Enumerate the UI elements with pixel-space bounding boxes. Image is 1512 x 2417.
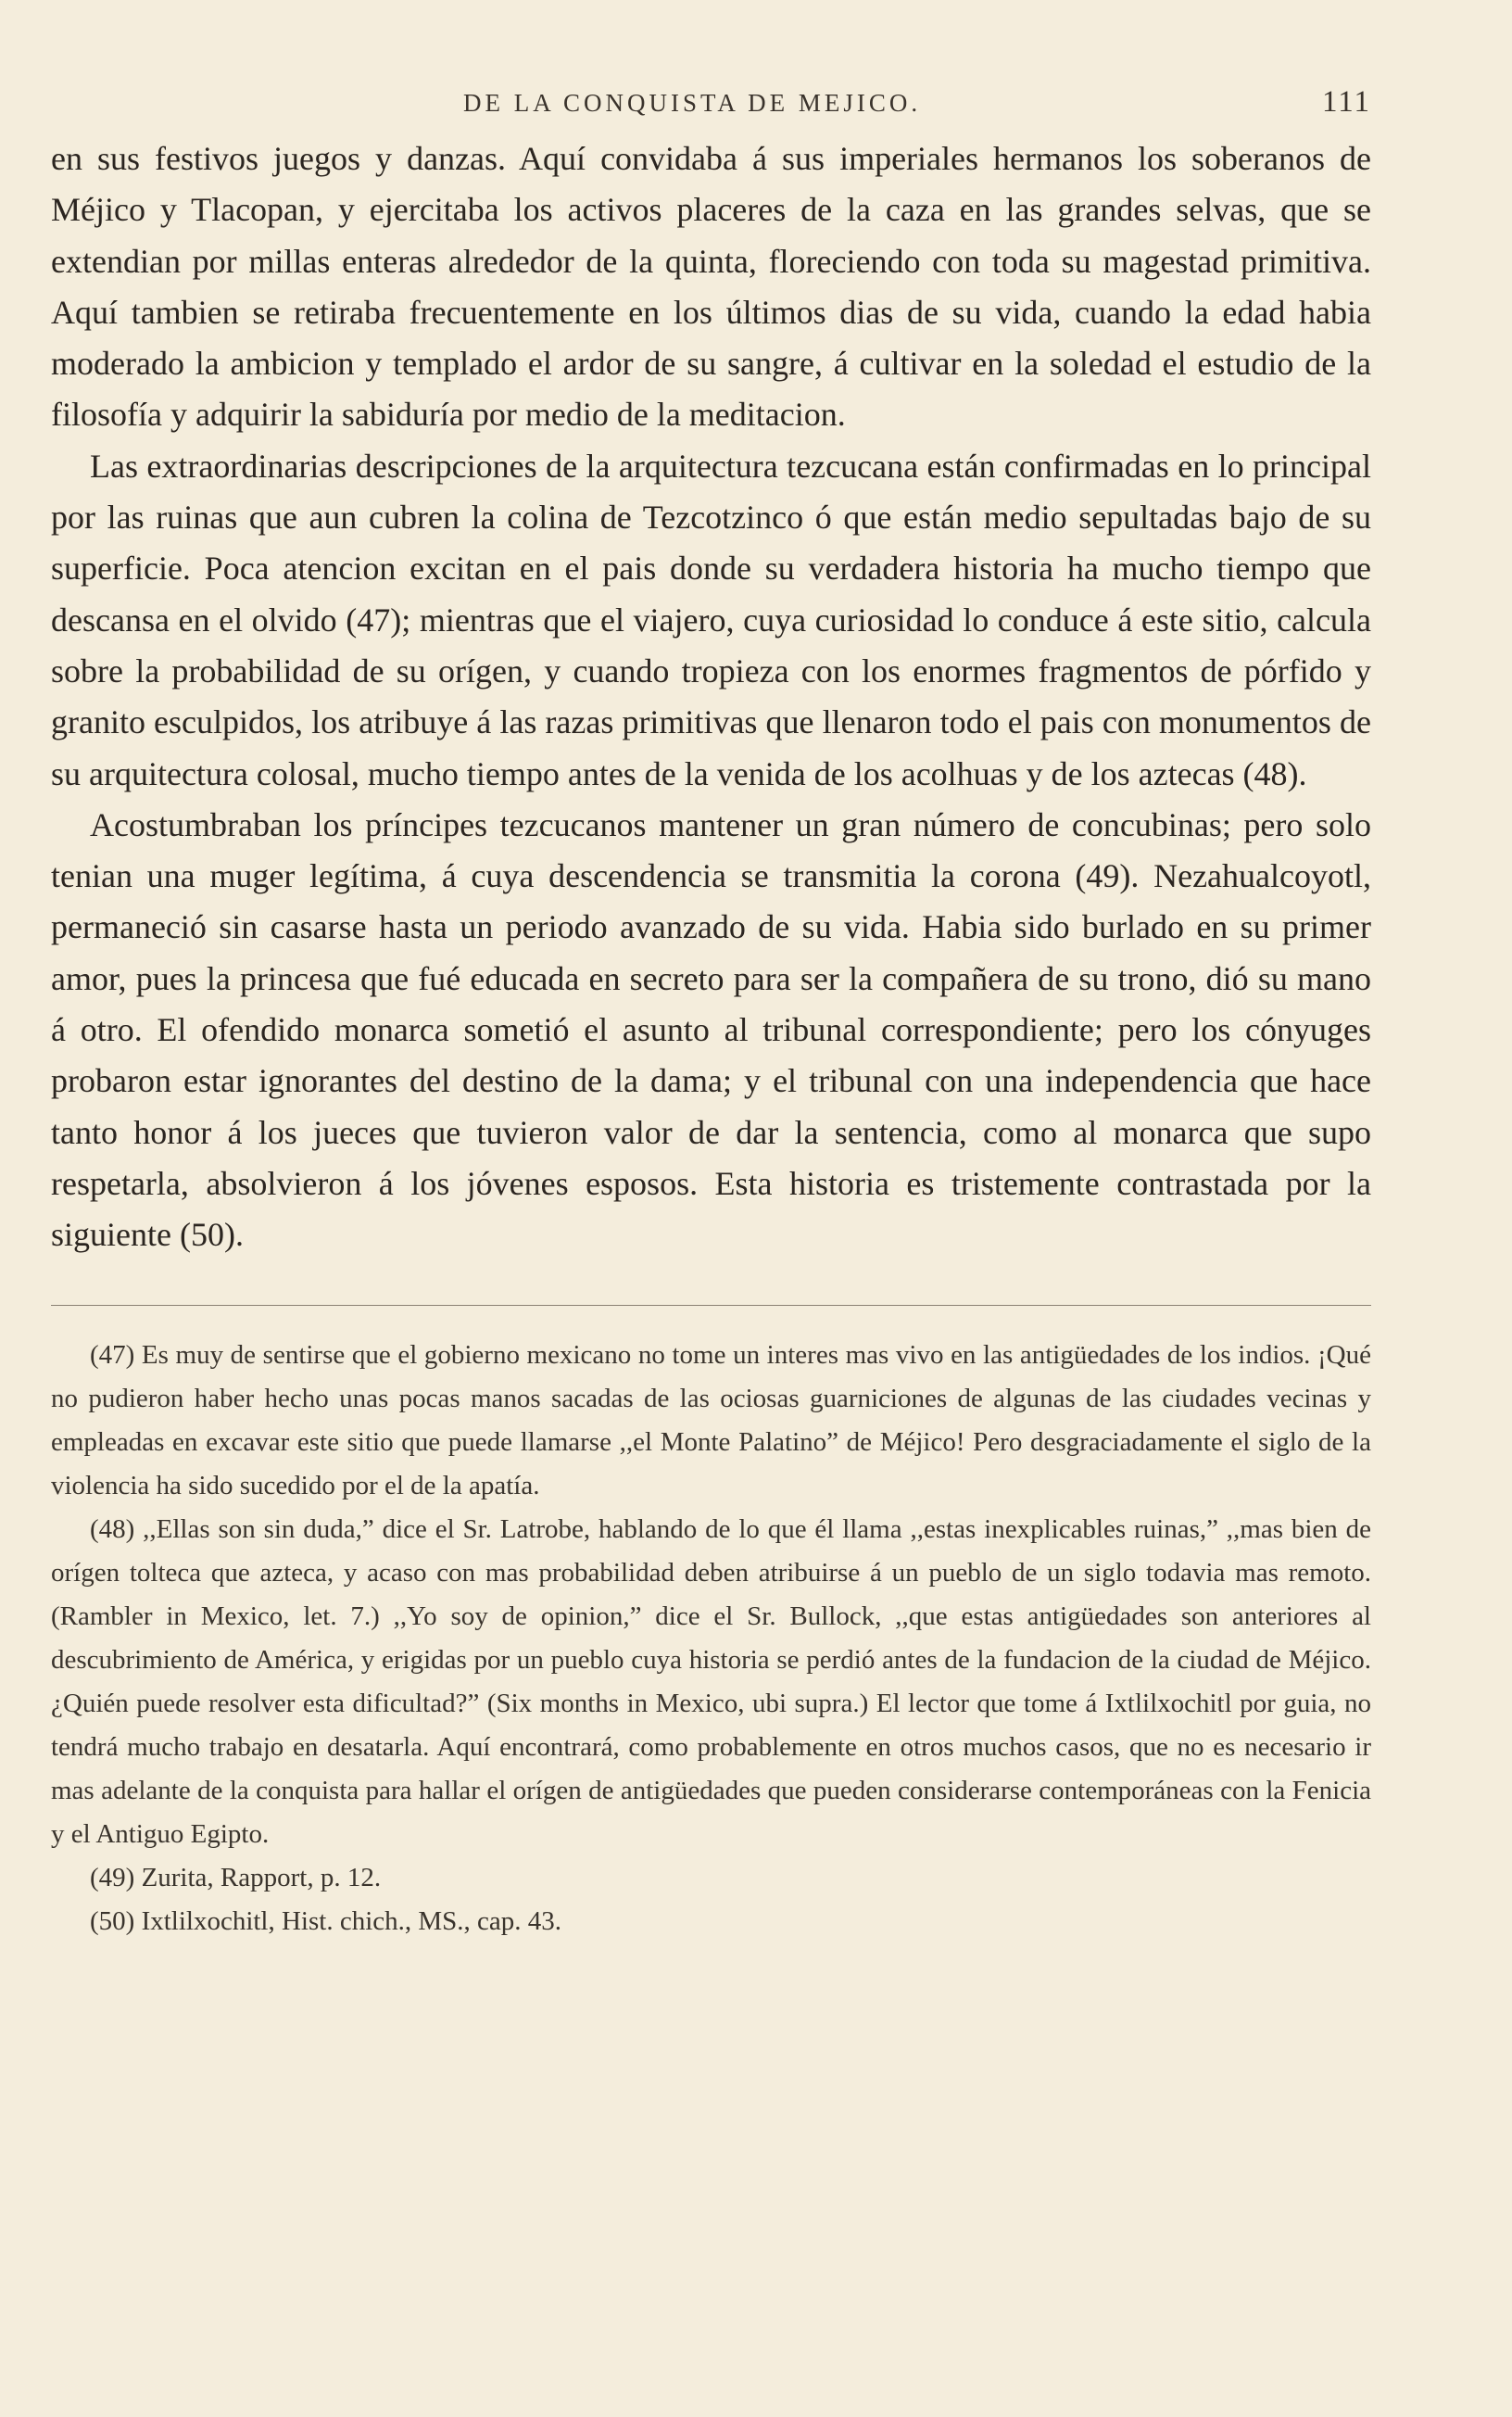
paragraph-2: Las extraordinarias descripciones de la arquitectura tezcucana están confirmadas en lo principal por las ruinas que aun cubren la colina de Tezcotzinco ó que están medio sepultadas bajo de su superficie. Poca atencion excitan en el pais donde su verdadera historia ha mucho tiempo que descansa en el olvido (47); mientras que el viajero, cuya curiosidad lo conduce á este sitio, calcula sobre la probabilidad de su orígen, y cuando tropieza con los enormes fragmentos de pórfido y granito esculpidos, los atribuye á las razas primitivas que llenaron todo el pais con monumentos de su arquitectura colosal, mucho tiempo antes de la venida de los acolhuas y de los aztecas (48). — [51, 447, 1371, 792]
paragraph-1: en sus festivos juegos y danzas. Aquí convidaba á sus imperiales hermanos los soberanos de Méjico y Tlacopan, y ejercitaba los activos placeres de la caza en las grandes selvas, que se extendian por millas enteras alrededor de la quinta, floreciendo con toda su magestad primitiva. Aquí tambien se retiraba frecuentemente en los últimos dias de su vida, cuando la edad habia moderado la ambicion y templado el ardor de su sangre, á cultivar en la soledad el estudio de la filosofía y adquirir la sabiduría por medio de la meditacion. — [51, 140, 1371, 434]
footnotes — [51, 1334, 1371, 1943]
footnote-47: (47) Es muy de sentirse que el gobierno mexicano no tome un interes mas vivo en las antigüedades de los indios. ¡Qué no pudieron haber hecho unas pocas manos sacadas de las ociosas guarniciones de algunas de las ciudades vecinas y empleadas en excavar este sitio que puede llamarse ,,el Monte Palatino” de Méjico! Pero desgraciadamente el siglo de la violencia ha sido sucedido por el de la apatía. — [51, 1339, 1371, 1500]
page-number: 111 — [1321, 85, 1371, 119]
paragraph-3: Acostumbraban los príncipes tezcucanos mantener un gran número de concubinas; pero solo tenian una muger legítima, á cuya descendencia se transmitia la corona (49). Nezahualcoyotl, permaneció sin casarse hasta un periodo avanzado de su vida. Habia sido burlado en su primer amor, pues la princesa que fué educada en secreto para ser la compañera de su trono, dió su mano á otro. El ofendido monarca sometió el asunto al tribunal correspondiente; pero los cónyuges probaron estar ignorantes del destino de la dama; y el tribunal con una independencia que hace tanto honor á los jueces que tuvieron valor de dar la sentencia, como al monarca que supo respetarla, absolvieron á los jóvenes esposos. Esta historia es tristemente contrastada por la siguiente (50). — [51, 805, 1371, 1254]
main-text — [51, 133, 1371, 1261]
footnote-50: (50) Ixtlilxochitl, Hist. chich., MS., cap. 43. — [90, 1905, 562, 1936]
running-head — [51, 83, 1371, 130]
footnote-48: (48) ,,Ellas son sin duda,” dice el Sr. Latrobe, hablando de lo que él llama ,,estas inexplicables ruinas,” ,,mas bien de orígen tolteca que azteca, y acaso con mas probabilidad deben atribuirse á un pueblo de un siglo todavia mas remoto. (Rambler in Mexico, let. 7.) ,,Yo soy de opinion,” dice el Sr. Bullock, ,,que estas antigüedades son anteriores al descubrimiento de América, y erigidas por un pueblo cuya historia se perdió antes de la fundacion de la ciudad de Méjico. ¿Quién puede resolver esta dificultad?” (Six months in Mexico, ubi supra.) El lector que tome á Ixtlilxochitl por guia, no tendrá mucho trabajo en desatarla. Aquí encontrará, como probablemente en otros muchos casos, que no es necesario ir mas adelante de la conquista para hallar el orígen de antigüedades que pueden considerarse contemporáneas con la Fenicia y el Antiguo Egipto. — [51, 1513, 1371, 1849]
running-title: DE LA CONQUISTA DE MEJICO. — [463, 89, 922, 117]
footnote-divider — [51, 1305, 1371, 1306]
footnote-49: (49) Zurita, Rapport, p. 12. — [90, 1862, 382, 1892]
book-page — [51, 83, 1371, 1943]
